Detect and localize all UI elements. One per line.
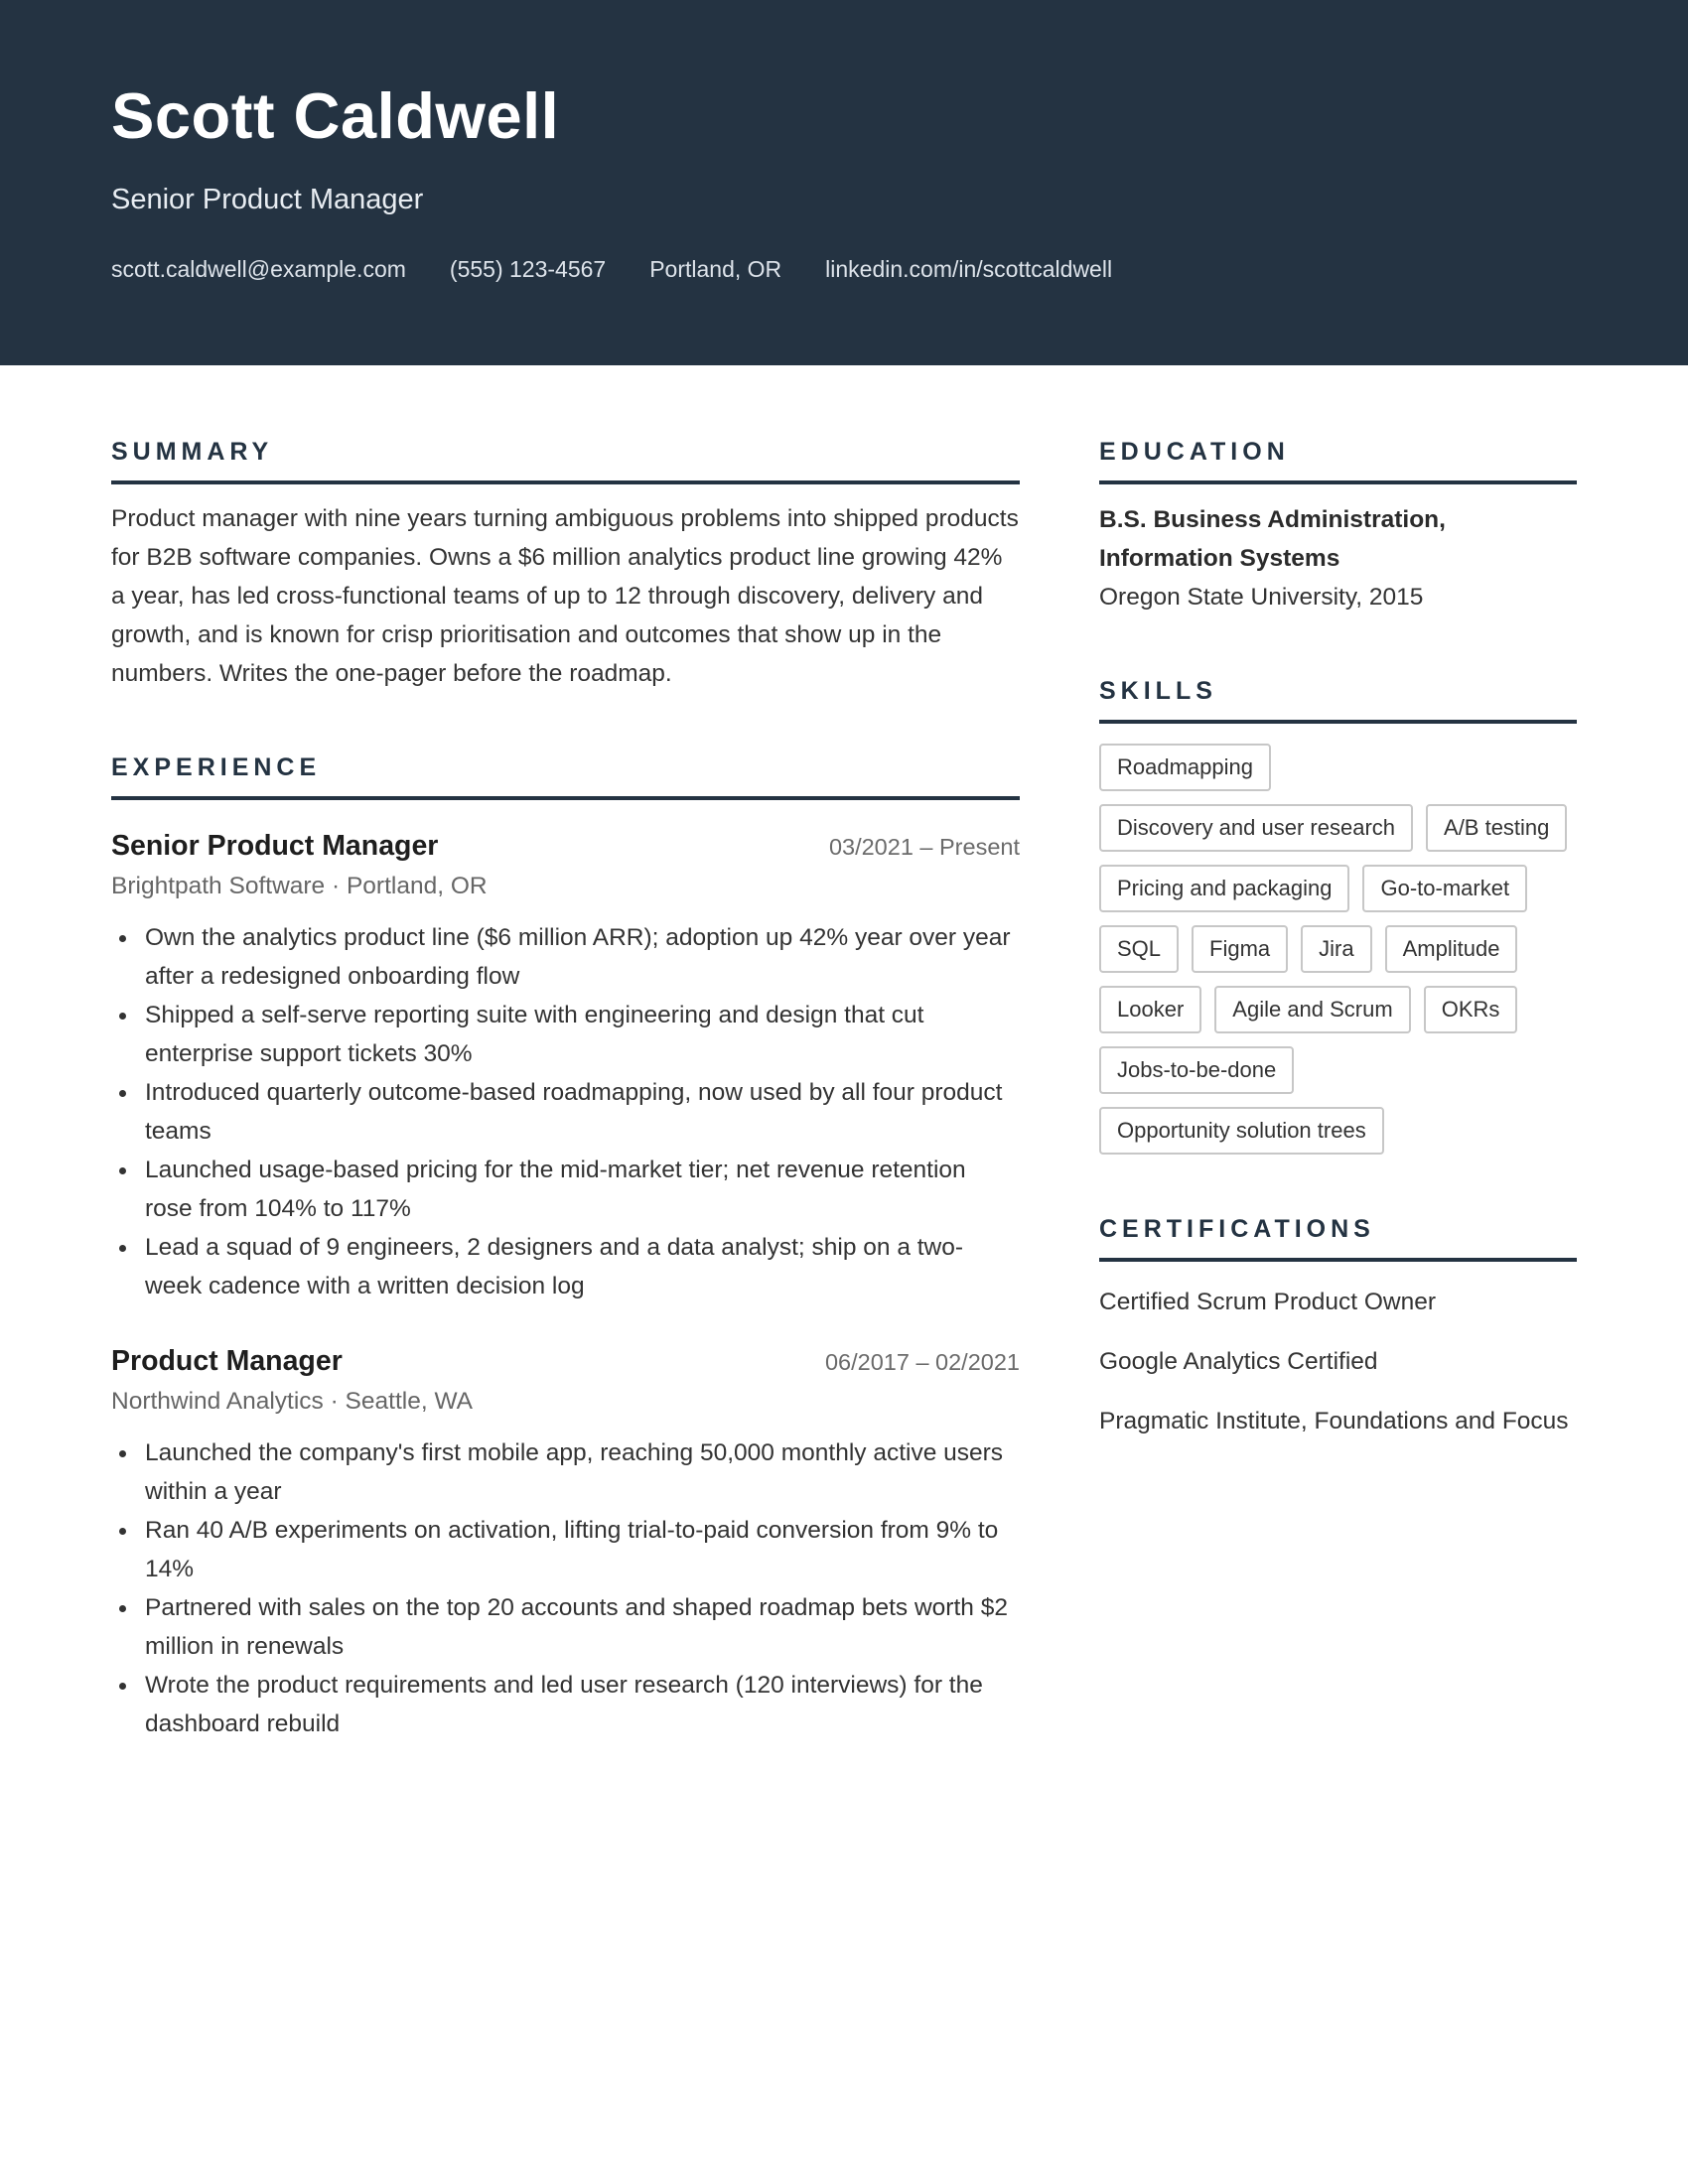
job-title: Product Manager (111, 1345, 343, 1377)
job-company: Northwind Analytics · Seattle, WA (111, 1388, 474, 1415)
certification-item: Google Analytics Certified (1099, 1348, 1378, 1375)
skill-tag: Jira (1301, 925, 1371, 973)
skill-tag: Amplitude (1385, 925, 1518, 973)
skill-tag: A/B testing (1426, 804, 1567, 852)
skills-section (1099, 676, 1577, 1155)
job-bullet: Launched the company's first mobile app, reaching 50,000 monthly active users within a year (111, 1433, 1020, 1511)
job-bullet: Shipped a self-serve reporting suite with engineering and design that cut enterprise support tickets 30% (111, 996, 1020, 1073)
summary-text: Product manager with nine years turning ambiguous problems into shipped products for B2B software companies. Owns a $6 million analytics product line growing 42% a year, has led cross-functional teams of up to 12 through discovery, delivery and growth, and is known for crisp prioritisation and outcomes that show up in the numbers. Writes the one-pager before the roadmap. (111, 505, 1019, 687)
resume-header (0, 0, 1688, 365)
contact-location: Portland, OR (649, 256, 782, 282)
skill-tag: Looker (1099, 986, 1201, 1033)
side-column (1099, 437, 1577, 1440)
education-heading: EDUCATION (1099, 437, 1577, 484)
job-entry (111, 830, 1020, 1305)
education-school: Oregon State University, 2015 (1099, 584, 1424, 611)
certifications-section (1099, 1214, 1577, 1440)
job-dates: 03/2021 – Present (828, 834, 1020, 860)
education-degree: B.S. Business Administration, Information Systems (1099, 506, 1446, 572)
skill-tag: Go-to-market (1362, 865, 1527, 912)
skill-tag: Figma (1192, 925, 1288, 973)
skill-tag: Jobs-to-be-done (1099, 1046, 1294, 1094)
contact-phone[interactable]: (555) 123-4567 (449, 256, 607, 282)
contact-linkedin[interactable]: linkedin.com/in/scottcaldwell (825, 256, 1113, 282)
skill-tag: Agile and Scrum (1214, 986, 1410, 1033)
experience-heading: EXPERIENCE (111, 752, 1020, 800)
job-bullet: Ran 40 A/B experiments on activation, lifting trial-to-paid conversion from 9% to 14% (111, 1511, 1020, 1588)
job-bullets (111, 918, 1020, 1305)
skill-tag: SQL (1099, 925, 1179, 973)
skill-tag: OKRs (1424, 986, 1518, 1033)
experience-section (111, 752, 1020, 1743)
job-bullet: Own the analytics product line ($6 million ARR); adoption up 42% year over year after a redesigned onboarding flow (111, 918, 1020, 996)
job-bullet: Launched usage-based pricing for the mid-market tier; net revenue retention rose from 104% to 117% (111, 1151, 1020, 1228)
skill-tag: Opportunity solution trees (1099, 1107, 1384, 1155)
summary-section (111, 437, 1020, 693)
job-bullets (111, 1433, 1020, 1743)
education-section (1099, 437, 1577, 616)
skill-tag: Pricing and packaging (1099, 865, 1349, 912)
job-title: Senior Product Manager (111, 830, 439, 862)
certification-item: Pragmatic Institute, Foundations and Focus (1099, 1408, 1569, 1434)
candidate-title: Senior Product Manager (111, 184, 424, 215)
skill-tags (1099, 744, 1577, 1155)
job-bullet: Lead a squad of 9 engineers, 2 designers and a data analyst; ship on a two-week cadence with a written decision log (111, 1228, 1020, 1305)
contact-email[interactable]: scott.caldwell@example.com (111, 256, 406, 282)
job-entry (111, 1345, 1020, 1743)
skill-tag: Roadmapping (1099, 744, 1271, 791)
contact-info (111, 256, 1112, 284)
certification-item: Certified Scrum Product Owner (1099, 1289, 1437, 1315)
certifications-heading: CERTIFICATIONS (1099, 1214, 1577, 1262)
job-bullet: Wrote the product requirements and led user research (120 interviews) for the dashboard rebuild (111, 1666, 1020, 1743)
job-company: Brightpath Software · Portland, OR (111, 873, 488, 899)
job-bullet: Partnered with sales on the top 20 accounts and shaped roadmap bets worth $2 million in renewals (111, 1588, 1020, 1666)
job-bullet: Introduced quarterly outcome-based roadmapping, now used by all four product teams (111, 1073, 1020, 1151)
skill-tag: Discovery and user research (1099, 804, 1413, 852)
skills-heading: SKILLS (1099, 676, 1577, 724)
main-column (111, 437, 1020, 1743)
candidate-name: Scott Caldwell (111, 79, 560, 152)
job-dates: 06/2017 – 02/2021 (824, 1349, 1020, 1375)
summary-heading: SUMMARY (111, 437, 1020, 484)
